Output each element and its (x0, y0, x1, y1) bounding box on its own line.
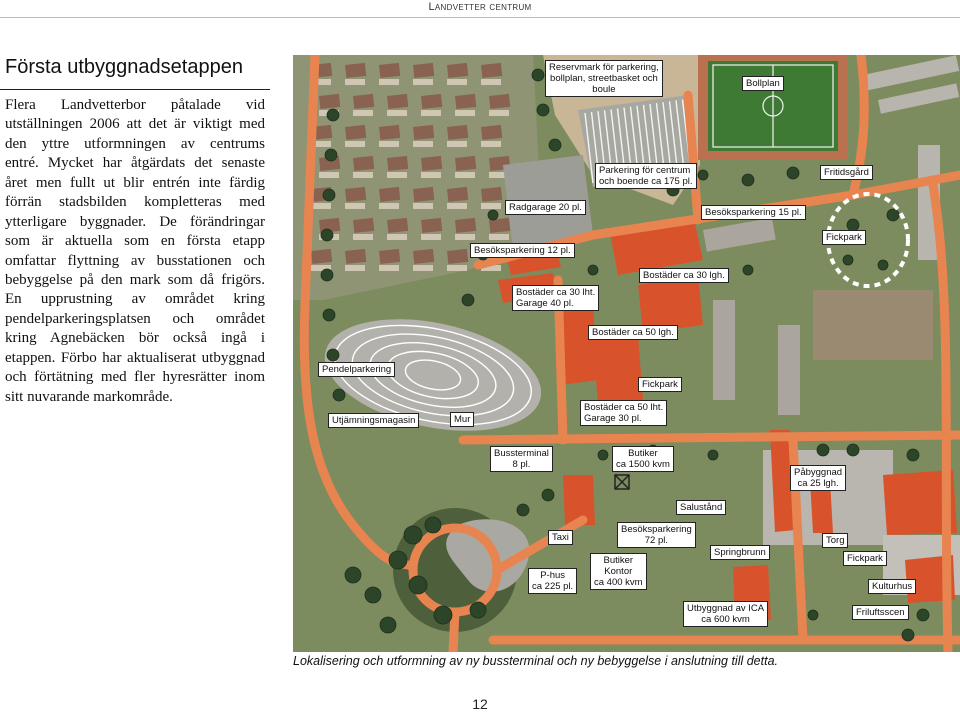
tree (887, 209, 899, 221)
house-roof (455, 94, 476, 109)
label-line: Fickpark (847, 553, 883, 564)
body-line: den yttre utformningen av centrums (5, 135, 265, 152)
map-label-fritidsgard (820, 165, 873, 180)
running-header: Landvetter centrum (428, 1, 532, 13)
house-garden (379, 265, 399, 271)
house-roof (421, 94, 442, 109)
tree (878, 260, 888, 270)
label-line: ca 600 kvm (701, 614, 750, 625)
house-roof (413, 249, 434, 264)
house-garden (421, 172, 441, 178)
house-roof (421, 156, 442, 171)
house-roof (387, 156, 408, 171)
house-roof (379, 125, 400, 140)
house-roof (413, 63, 434, 78)
body-line: utställningen 2006 att det är viktigt med (5, 116, 265, 133)
house-roof (489, 94, 510, 109)
house-roof (447, 125, 468, 140)
label-line: Besöksparkering (621, 524, 692, 535)
body-line: som är aktuella som en första etapp (5, 233, 265, 250)
tree (389, 551, 407, 569)
map-label-besoksparkering-72 (617, 522, 696, 548)
house-garden (387, 110, 407, 116)
house-garden (345, 203, 365, 209)
tree (434, 606, 452, 624)
label-line: Friluftsscen (856, 607, 905, 618)
house-roof (447, 187, 468, 202)
map-label-pendelparkering (318, 362, 395, 377)
house-garden (311, 203, 331, 209)
label-line: Fritidsgård (824, 167, 869, 178)
tree (321, 229, 333, 241)
header-rule (0, 17, 960, 18)
house-garden (481, 79, 501, 85)
map-label-besoksparkering-15 (701, 205, 806, 220)
label-line: Besöksparkering 12 pl. (474, 245, 571, 256)
map-label-kulturhus (868, 579, 916, 594)
body-line: och förtätning med fler hyresrätter inom (5, 369, 265, 386)
house-garden (345, 265, 365, 271)
page-number: 12 (472, 696, 488, 712)
tree (488, 210, 498, 220)
house-garden (353, 172, 373, 178)
label-line: boule (592, 84, 616, 95)
house-roof (353, 94, 374, 109)
map-label-salustand (676, 500, 726, 515)
house-roof (421, 218, 442, 233)
map-label-torg (822, 533, 848, 548)
label-line: P-hus (540, 570, 566, 581)
tree (537, 104, 549, 116)
body-line: Flera Landvetterbor påtalade vid (5, 97, 265, 113)
tree (787, 167, 799, 179)
label-line: 72 pl. (644, 535, 668, 546)
house-roof (481, 63, 502, 78)
house-garden (413, 265, 433, 271)
house-roof (345, 63, 366, 78)
tree (742, 174, 754, 186)
map-label-ica (683, 601, 768, 627)
house-garden (455, 110, 475, 116)
tree (698, 170, 708, 180)
map-label-fickpark (843, 551, 887, 566)
map-label-mur (450, 412, 474, 427)
label-line: 8 pl. (512, 459, 531, 470)
house-garden (455, 234, 475, 240)
body-paragraph (5, 96, 265, 407)
tree (345, 567, 361, 583)
body-line: pendelparkeringsplatsen och området (5, 310, 265, 327)
map-label-bostader-30-lht (512, 285, 599, 311)
house-roof (387, 94, 408, 109)
house-garden (353, 234, 373, 240)
label-line: Torg (826, 535, 845, 546)
house-garden (413, 141, 433, 147)
tree (333, 389, 345, 401)
tree (380, 617, 396, 633)
label-line: Kontor (604, 566, 633, 577)
house-garden (447, 203, 467, 209)
tree (907, 449, 919, 461)
apartment-block (713, 300, 735, 400)
house-roof (345, 125, 366, 140)
tree (404, 526, 422, 544)
label-line: Bollplan (746, 78, 780, 89)
house-roof (353, 218, 374, 233)
apartment-block (813, 290, 933, 360)
map-label-fickpark (822, 230, 866, 245)
house-garden (379, 203, 399, 209)
map-label-friluftsscen (852, 605, 909, 620)
house-roof (455, 156, 476, 171)
label-line: Utjämningsmagasin (332, 415, 416, 426)
tree (847, 444, 859, 456)
map-label-utjamningsmagasin (328, 413, 419, 428)
tree (323, 189, 335, 201)
map-label-bostader-50-lht (580, 400, 667, 426)
label-line: Bostäder ca 30 lgh. (643, 270, 725, 281)
label-line: Parkering för centrum (599, 165, 691, 176)
house-garden (489, 234, 509, 240)
tree (470, 602, 486, 618)
map-label-butiker-1500 (612, 446, 674, 472)
house-roof (481, 187, 502, 202)
map-label-fickpark (638, 377, 682, 392)
label-line: Butiker (603, 555, 634, 566)
label-line: Bostäder ca 50 lht. (584, 402, 664, 413)
label-line: Besöksparkering 15 pl. (705, 207, 802, 218)
house-roof (345, 249, 366, 264)
house-roof (379, 187, 400, 202)
map-label-springbrunn (710, 545, 770, 560)
house-garden (447, 141, 467, 147)
house-garden (345, 141, 365, 147)
house-garden (455, 172, 475, 178)
house-roof (311, 249, 332, 264)
tree (517, 504, 529, 516)
house-roof (447, 249, 468, 264)
map-label-bostader-30-lgh (639, 268, 729, 283)
label-line: Bussterminal (494, 448, 549, 459)
label-line: Bostäder ca 50 lgh. (592, 327, 674, 338)
tree (325, 149, 337, 161)
house-garden (421, 110, 441, 116)
label-line: bollplan, streetbasket och (550, 73, 658, 84)
map-label-radgarage (505, 200, 586, 215)
label-line: Utbyggnad av ICA (687, 603, 765, 614)
house-roof (353, 156, 374, 171)
tree (542, 489, 554, 501)
label-line: ca 225 pl. (532, 581, 574, 592)
label-line: Garage 40 pl. (516, 298, 574, 309)
body-line: förrän stadsbilden kompletteras med (5, 194, 265, 211)
house-garden (379, 141, 399, 147)
house-garden (345, 79, 365, 85)
house-garden (447, 265, 467, 271)
house-roof (413, 125, 434, 140)
tree (708, 450, 718, 460)
section-title: Första utbyggnadsetappen (5, 56, 243, 78)
house-garden (379, 79, 399, 85)
house-garden (319, 172, 339, 178)
house-roof (379, 249, 400, 264)
house-garden (387, 234, 407, 240)
apartment-block (778, 325, 800, 415)
house-roof (413, 187, 434, 202)
tree (588, 265, 598, 275)
body-line: året men fullt ut blir entrén inte färdig (5, 174, 265, 191)
house-roof (379, 63, 400, 78)
body-line: omfattar flyttning av busstationen och (5, 252, 265, 269)
tree (743, 265, 753, 275)
label-line: Mur (454, 414, 471, 425)
tree (808, 610, 818, 620)
road-bus (463, 435, 960, 440)
map-label-parkering-centrum (595, 163, 697, 189)
map-label-bussterminal (490, 446, 553, 472)
label-line: Fickpark (642, 379, 678, 390)
tree (549, 139, 561, 151)
house-garden (481, 141, 501, 147)
label-line: ca 25 lgh. (797, 478, 839, 489)
tree (843, 255, 853, 265)
road-south (453, 612, 455, 652)
house-garden (481, 203, 501, 209)
body-line: etappen. Förbo har aktualiserat utbyggnad (5, 349, 265, 366)
label-line: Pendelparkering (322, 364, 392, 375)
label-line: Reservmark för parkering, (549, 62, 659, 73)
map-label-phus (528, 568, 577, 594)
tree (323, 309, 335, 321)
tree (327, 349, 339, 361)
map-label-besoksparkering-12 (470, 243, 575, 258)
house-roof (447, 63, 468, 78)
map-label-bostader-50-lgh (588, 325, 678, 340)
tree (532, 69, 544, 81)
house-garden (413, 79, 433, 85)
tree (598, 450, 608, 460)
tree (365, 587, 381, 603)
tree (425, 517, 441, 533)
tree (817, 444, 829, 456)
label-line: Radgarage 20 pl. (509, 202, 582, 213)
body-line: ytterligare byggnader. De förändringar (5, 213, 265, 230)
label-line: Påbyggnad (794, 467, 843, 478)
house-garden (353, 110, 373, 116)
tree (409, 576, 427, 594)
map-label-butiker-kontor (590, 553, 647, 590)
house-roof (345, 187, 366, 202)
map-label-reservmark (545, 60, 663, 97)
house-garden (489, 110, 509, 116)
map-caption: Lokalisering och utformning av ny bussterminal och ny bebyggelse i anslutning till detta. (293, 654, 778, 668)
house-garden (421, 234, 441, 240)
label-line: Butiker (628, 448, 658, 459)
label-line: ca 400 kvm (594, 577, 643, 588)
house-roof (481, 125, 502, 140)
map-label-taxi (548, 530, 573, 545)
body-line: bebyggelse på den mark som då frigörs. (5, 271, 265, 288)
label-line: Bostäder ca 30 lht. (516, 287, 596, 298)
label-line: Taxi (552, 532, 569, 543)
body-line: entré. Mycket har åtgärdats det senaste (5, 155, 265, 172)
label-line: Salustånd (680, 502, 723, 513)
tree (462, 294, 474, 306)
label-line: Springbrunn (714, 547, 766, 558)
house-roof (387, 218, 408, 233)
house-roof (455, 218, 476, 233)
house-garden (413, 203, 433, 209)
label-line: och boende ca 175 pl. (599, 176, 693, 187)
label-line: Garage 30 pl. (584, 413, 642, 424)
body-line: En upprustning av området kring (5, 291, 265, 308)
tree (327, 109, 339, 121)
map-label-pabyggnad (790, 465, 846, 491)
tree (917, 609, 929, 621)
new-building (593, 335, 643, 405)
label-line: Fickpark (826, 232, 862, 243)
tree (321, 269, 333, 281)
map-label-bollplan (742, 76, 784, 91)
label-line: ca 1500 kvm (616, 459, 670, 470)
house-garden (447, 79, 467, 85)
label-line: Kulturhus (872, 581, 913, 592)
body-line: sitt nuvarande markområde. (5, 388, 173, 405)
body-line: kring Agnebäcken bör också ingå i (5, 330, 265, 347)
tree (902, 629, 914, 641)
house-garden (387, 172, 407, 178)
title-rule (0, 89, 270, 90)
house-roof (319, 94, 340, 109)
